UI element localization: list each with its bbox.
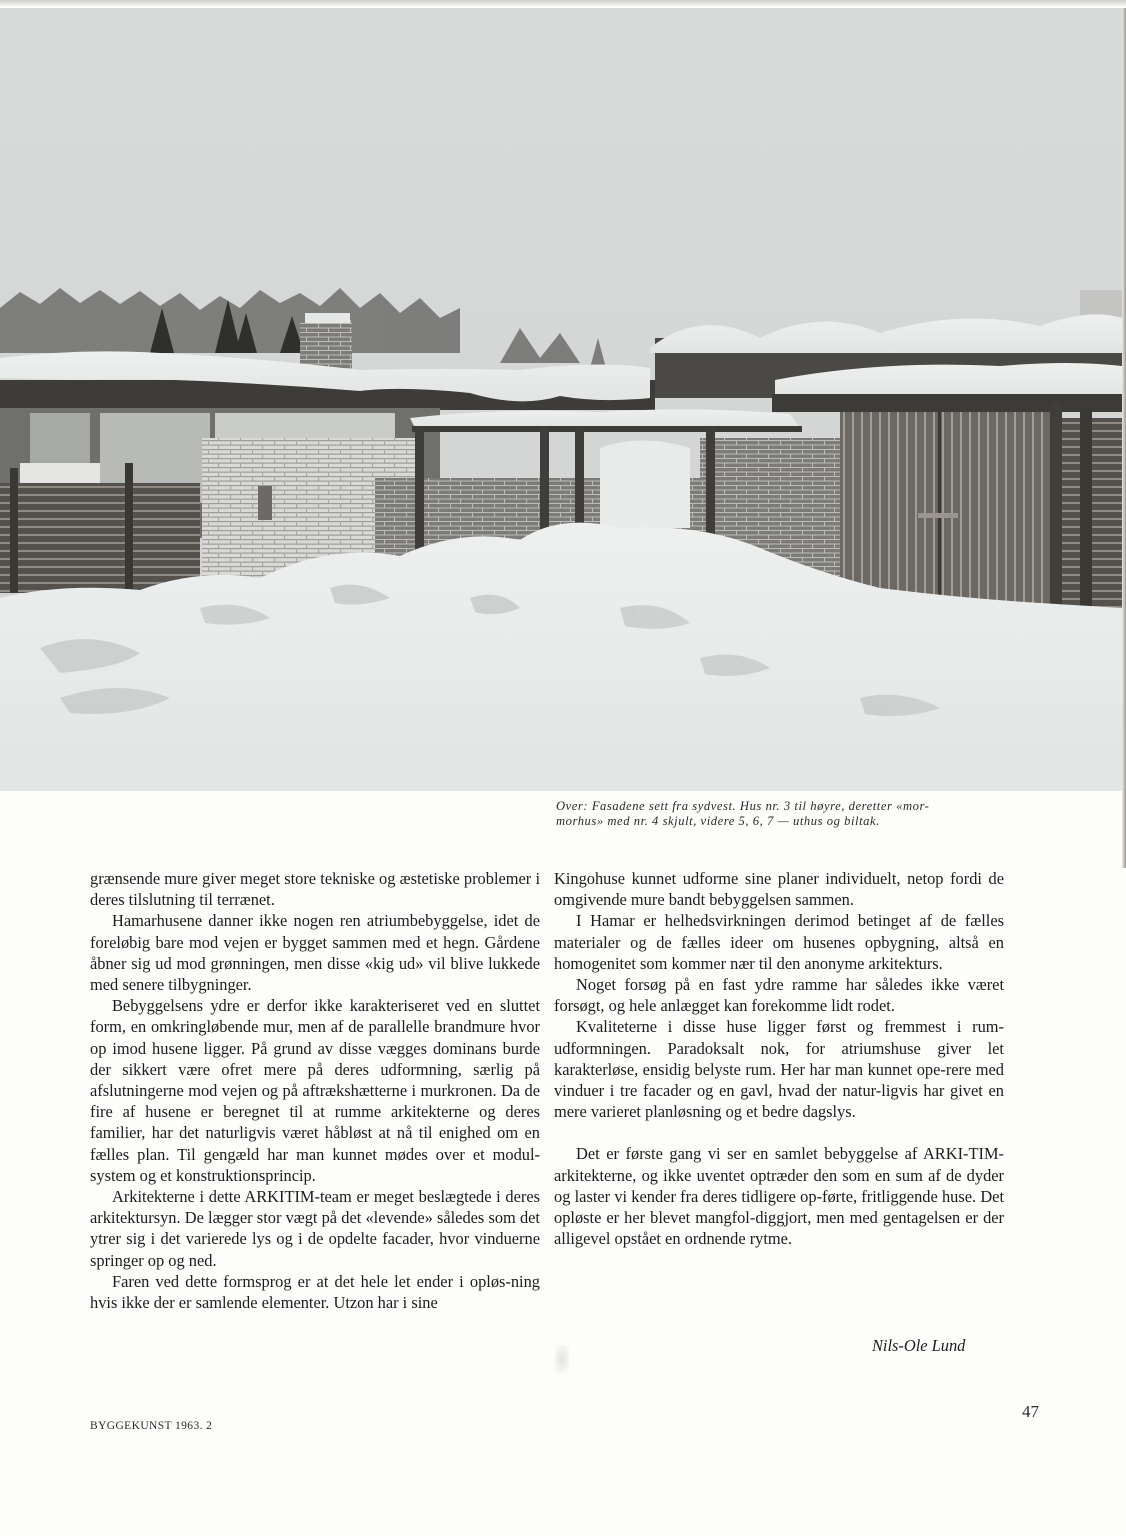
paragraph: Kingohuse kunnet udforme sine planer individuelt, netop fordi de omgivende mure bandt bebyggelsen sammen.	[554, 869, 1004, 910]
caption-line: morhus» med nr. 4 skjult, videre 5, 6, 7 — uthus og biltak.	[556, 814, 880, 828]
page-top-edge	[0, 0, 1126, 6]
paragraph: I Hamar er helhedsvirkningen derimod betinget af de fælles materialer og de fælles ideer om husenes opbygning, altså en homogenitet som kommer nær til den anonyme arkitekturs.	[554, 911, 1004, 973]
paragraph: Det er første gang vi ser en samlet bebyggelse af ARKI-TIM-arkitekterne, og ikke uventet optræder den som en sum af de dyder og laster vi kender fra deres tidligere op-førte, fritliggende huse. Det opløste er her blevet mangfol-diggjort, men med gentagelsen er der alligevel opstået en ordnende rytme.	[554, 1144, 1004, 1249]
paragraph: Hamarhusene danner ikke nogen ren atriumbebyggelse, idet de foreløbig bare mod vejen er bygget sammen med et hegn. Gårdene åbner sig ud mod grønningen, men disse «kig ud» vil blive lukkede med senere tilbygninger.	[90, 911, 540, 995]
paragraph: Noget forsøg på en fast ydre ramme har således ikke været forsøgt, og hele anlægget kan forekomme lidt rodet.	[554, 975, 1004, 1016]
paragraph: Kvaliteterne i disse huse ligger først og fremmest i rum-udformningen. Paradoksalt nok, for atriumshuse giver let karakterløse, ensidig belyste rum. Her har man kunnet ope-rere med vinduer i tre facader og en gavl, hvad der natur-ligvis har givet en mere varieret planløsning og et bedre dagslys.	[554, 1017, 1004, 1122]
page-number: 47	[1022, 1402, 1039, 1421]
photo-winter-houses	[0, 8, 1122, 791]
article-column-left	[90, 868, 540, 1313]
photo-illustration	[0, 8, 1122, 791]
article-column-right	[554, 868, 1004, 1249]
author-signature: Nils-Ole Lund	[872, 1336, 966, 1355]
paragraph: Arkitekterne i dette ARKITIM-team er meget beslægtede i deres arkitektursyn. De lægger stor vægt på det «levende» således som det ytrer sig i det varierede lys og i de opdelte facader, hvor vinduerne springer op og ned.	[90, 1187, 540, 1270]
photo-caption	[556, 799, 976, 829]
paper-stain	[555, 1345, 569, 1373]
caption-line: Over: Fasadene sett fra sydvest. Hus nr. 3 til høyre, deretter «mor-	[556, 799, 930, 813]
paragraph: Faren ved dette formsprog er at det hele let ender i opløs-ning hvis ikke der er samlende elementer. Utzon har i sine	[90, 1271, 540, 1313]
publication-footer: BYGGEKUNST 1963. 2	[90, 1420, 213, 1432]
page-edge-shadow	[1122, 8, 1126, 868]
paragraph: grænsende mure giver meget store tekniske og æstetiske problemer i deres tilslutning til terrænet.	[90, 869, 540, 910]
paragraph: Bebyggelsens ydre er derfor ikke karakteriseret ved en sluttet form, en omkringløbende mur, men af de parallelle brandmure hvor op imod husene ligger. På grund av disse vægges dominans burde der sikkert være ofret mere på deres udformning, særlig på afslutningerne mod vejen og på aftrækshætterne i murkronen. Da de fire af husene er beregnet til at rumme arkitekterne og deres familier, har det naturligvis været håbløst at nå til enighed om en fælles plan. Til gengæld har man kunnet mødes over et modul-system og et konstruktionsprincip.	[90, 996, 540, 1185]
